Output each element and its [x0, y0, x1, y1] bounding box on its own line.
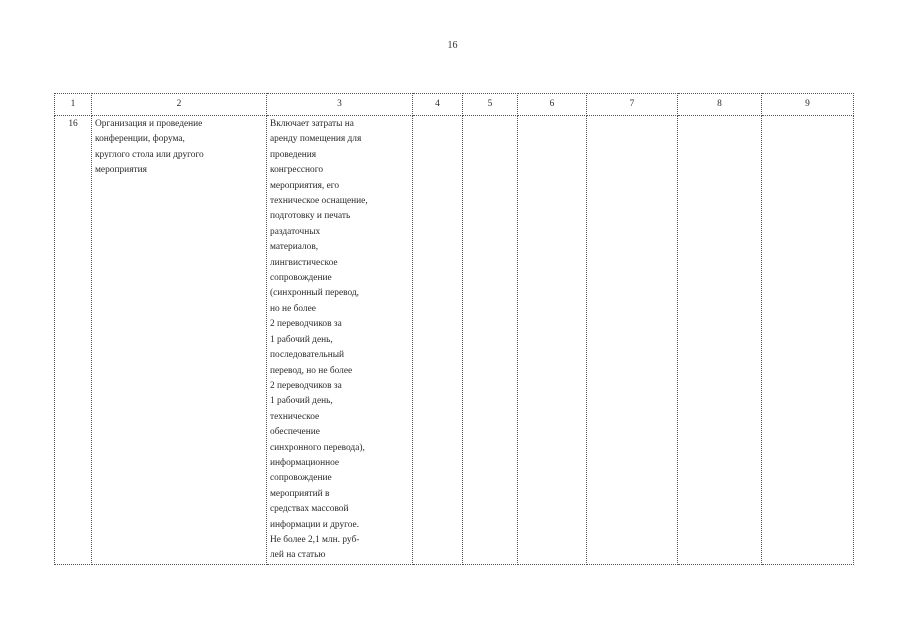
budget-table — [54, 93, 854, 565]
cell-col-6 — [518, 116, 587, 565]
cell-col-4 — [413, 116, 463, 565]
table-row — [55, 116, 854, 565]
column-header-9: 9 — [762, 94, 854, 116]
cell-col-9 — [762, 116, 854, 565]
column-header-5: 5 — [463, 94, 518, 116]
description-cell: Включает затраты на аренду помещения для проведения конгрессного мероприятия, его техническое оснащение, подготовку и печать раздаточных материалов, лингвистическое сопровождение (синхронный перевод, но не более 2 переводчиков за 1 рабочий день, последовательный перевод, но не более 2 переводчиков за 1 рабочий день, техническое обеспечение синхронного перевода), информационное сопровождение мероприятий в средствах массовой информации и другое. Не более 2,1 млн. руб- лей на статью — [267, 116, 413, 565]
cell-col-5 — [463, 116, 518, 565]
column-header-6: 6 — [518, 94, 587, 116]
event-name-cell: Организация и проведение конференции, форума, круглого стола или другого мероприятия — [92, 116, 267, 565]
row-number-cell: 16 — [55, 116, 92, 565]
cell-col-7 — [587, 116, 678, 565]
column-header-8: 8 — [678, 94, 762, 116]
column-header-2: 2 — [92, 94, 267, 116]
column-header-4: 4 — [413, 94, 463, 116]
cell-col-8 — [678, 116, 762, 565]
column-header-7: 7 — [587, 94, 678, 116]
column-header-3: 3 — [267, 94, 413, 116]
header-row — [55, 94, 854, 116]
column-header-1: 1 — [55, 94, 92, 116]
page-number: 16 — [447, 40, 458, 51]
